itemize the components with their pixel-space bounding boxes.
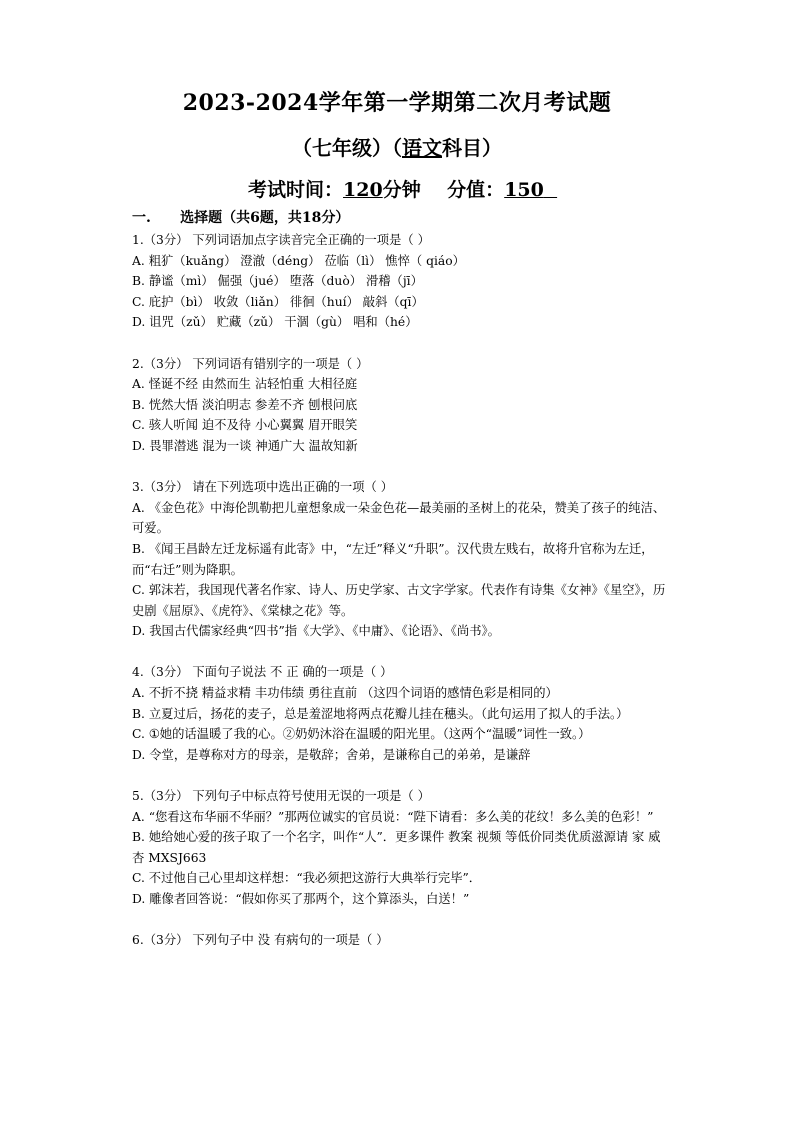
question-stem: 2.（3分） 下列词语有错别字的一项是（ ） [132,356,369,371]
grade-subject-line [0,132,794,161]
page-title: 2023-2024学年第一学期第二次月考试题 [182,90,612,116]
subject-open: （ [392,136,402,160]
option-c: C. 庇护（bì） 收敛（liǎn） 徘徊（huí） 敲斜（qī） [132,294,424,309]
option-c: C. 不过他自己心里却这样想：“我必须把这游行大典举行完毕”． [132,871,482,886]
section-number: 一. [132,210,151,226]
question-1 [132,230,672,333]
question-4 [132,662,672,765]
option-a: A. 怪诞不经 由然而生 沾轻怕重 大相径庭 [132,377,358,392]
time-label: 考试时间： [248,179,344,201]
subject-rest: 科目） [442,136,502,160]
section-heading [132,207,349,227]
question-stem: 5.（3分） 下列句子中标点符号使用无误的一项是（ ） [132,789,430,804]
option-c: C. ①她的话温暖了我的心。②奶奶沐浴在温暖的阳光里。（这两个“温暖”词性一致。） [132,727,591,742]
option-a: A. “您看这布华丽不华丽？”那两位诚实的官员说：“陛下请看：多么美的花纹！多么美的色彩！” [132,809,654,824]
option-c: C. 骇人听闻 迫不及待 小心翼翼 眉开眼笑 [132,418,358,433]
question-2 [132,354,672,457]
subject-name: 语文 [402,136,442,160]
option-d: D. 我国古代儒家经典“四书”指《大学》、《中庸》、《论语》、《尚书》。 [132,624,500,639]
question-stem: 1.（3分） 下列词语加点字读音完全正确的一项是（ ） [132,233,430,247]
score-label: 分值： [447,179,505,201]
score-value: 150 [504,179,544,201]
option-a: A. 粗犷（kuǎng） 澄澈（déng） 莅临（lì） 憔悴（ qiáo） [132,253,465,268]
option-a: A. 不折不挠 精益求精 丰功伟绩 勇往直前 （这四个词语的感情色彩是相同的） [132,686,558,701]
question-5 [132,786,672,910]
option-d: D. 诅咒（zǔ） 贮藏（zǔ） 干涸（gù） 唱和（hé） [132,315,418,330]
option-d: D. 令堂，是尊称对方的母亲，是敬辞；舍弟，是谦称自己的弟弟，是谦辞 [132,747,531,762]
time-value: 120 [343,179,383,201]
option-b: B. 《闻王昌龄左迁龙标遥有此寄》中，“左迁”释义“升职”。汉代贵左贱右，故将升官称为左迁，而“右迁”则为降职。 [132,541,654,577]
question-stem: 3.（3分） 请在下列选项中选出正确的一项（ ） [132,480,394,495]
question-stem: 6.（3分） 下列句子中 没 有病句的一项是（ ） [132,933,389,948]
questions-area [132,230,672,971]
option-c: C. 郭沫若，我国现代著名作家、诗人、历史学家、古文字学家。代表作有诗集《女神》《星空》，历史剧《屈原》、《虎符》、《棠棣之花》等。 [132,583,666,618]
option-b: B. 静谧（mì） 倔强（jué） 堕落（duò） 滑稽（jī） [132,274,423,289]
question-stem: 4.（3分） 下面句子说法 不 正 确的一项是（ ） [132,665,393,680]
option-a: A. 《金色花》中海伦凯勒把儿童想象成一朵金色花—最美丽的圣树上的花朵，赞美了孩子的纯洁、可爱。 [132,500,666,536]
time-unit: 分钟 [382,179,421,201]
option-d: D. 雕像者回答说：“假如你买了那两个，这个算添头，白送！” [132,892,470,906]
exam-info-line [248,175,557,202]
section-title: 选择题（共6题，共18分） [180,210,350,226]
question-6 [132,930,672,951]
option-b: B. 立夏过后，扬花的麦子，总是羞涩地将两点花瓣儿挂在穗头。（此句运用了拟人的手法。） [132,706,629,721]
option-b: B. 恍然大悟 淡泊明志 参差不齐 刨根问底 [132,397,358,412]
grade-label: （七年级） [292,136,392,160]
question-3 [132,477,672,642]
option-b: B. 她给她心爱的孩子取了一个名字，叫作“人”．更多课件 教案 视频 等低价同类优质滋源请 家 威杏 MXSJ663 [132,830,661,865]
option-d: D. 畏罪潜逃 混为一谈 神通广大 温故知新 [132,438,358,453]
